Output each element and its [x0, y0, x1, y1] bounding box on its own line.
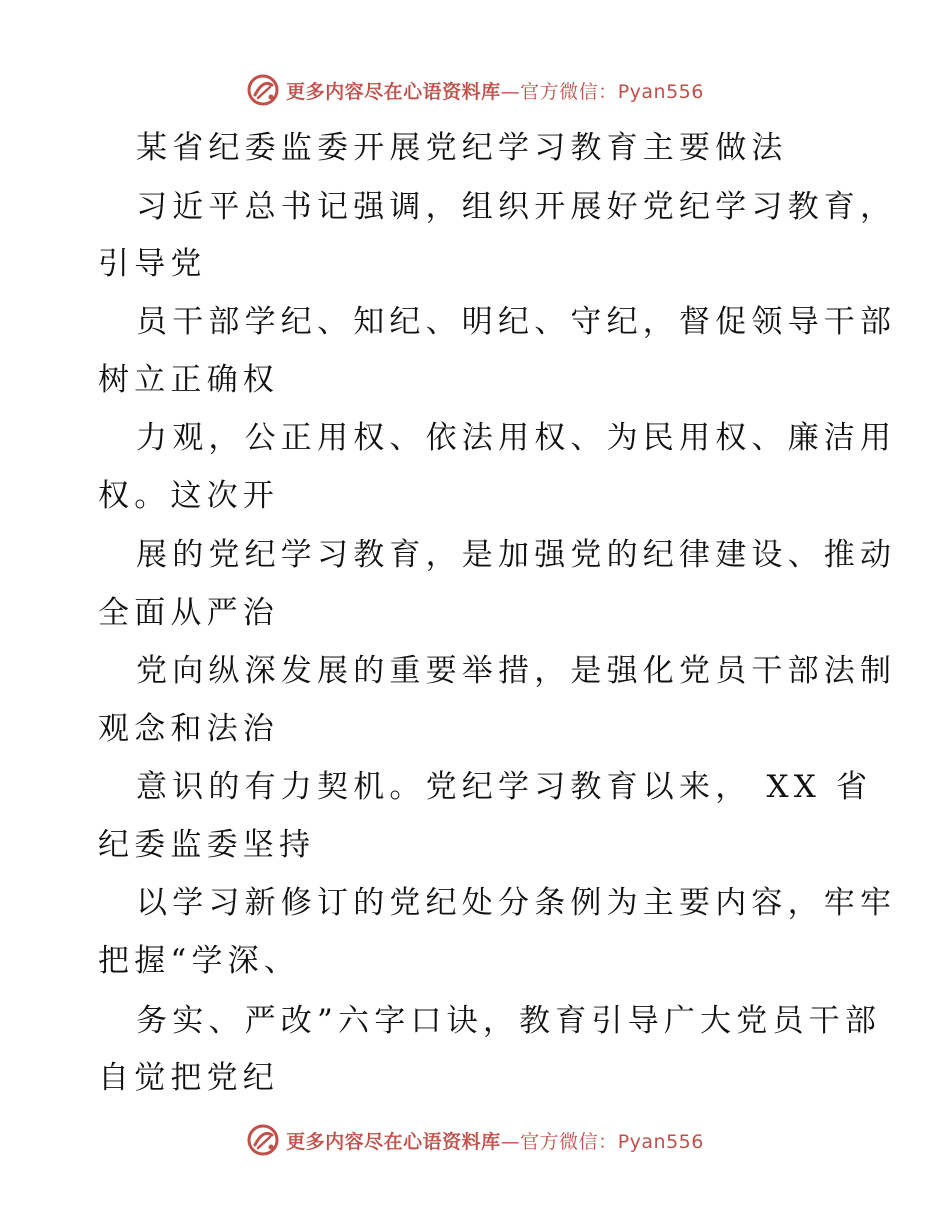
footer-banner-wechat: Pyan556	[617, 1130, 704, 1153]
paragraph-line: 自觉把党纪	[98, 1060, 279, 1096]
header-banner-separator: —官方微信：	[500, 80, 618, 103]
document-title: 某省纪委监委开展党纪学习教育主要做法	[136, 130, 788, 166]
paragraph-line: 观念和法治	[98, 711, 279, 747]
paragraph-line: 展的党纪学习教育，是加强党的纪律建设、推动	[136, 537, 897, 573]
paragraph-line: 全面从严治	[98, 595, 279, 631]
paragraph-line: 力观，公正用权、依法用权、为民用权、廉洁用	[136, 420, 897, 456]
paragraph-line: 以学习新修订的党纪处分条例为主要内容，牢牢	[136, 885, 897, 921]
paragraph-line: 党向纵深发展的重要举措，是强化党员干部法制	[136, 653, 897, 689]
paragraph-line: 务实、严改”六字口诀，教育引导广大党员干部	[136, 1003, 882, 1039]
header-banner	[0, 70, 950, 110]
header-banner-title: 更多内容尽在心语资料库	[286, 80, 501, 103]
brand-logo-icon	[246, 73, 280, 107]
paragraph-line: 习近平总书记强调，组织开展好党纪学习教育，	[136, 189, 897, 225]
footer-banner-title: 更多内容尽在心语资料库	[286, 1130, 501, 1153]
brand-logo-icon	[246, 1123, 280, 1157]
paragraph-line: 员干部学纪、知纪、明纪、守纪，督促领导干部	[136, 304, 897, 340]
header-banner-text	[286, 77, 704, 104]
paragraph-line: 引导党	[98, 246, 207, 282]
paragraph-line: 意识的有力契机。党纪学习教育以来， XX 省	[136, 769, 873, 805]
paragraph-line: 树立正确权	[98, 362, 279, 398]
footer-banner-text	[286, 1127, 704, 1154]
footer-banner-separator: —官方微信：	[500, 1130, 618, 1153]
paragraph-line: 纪委监委坚持	[98, 827, 316, 863]
header-banner-wechat: Pyan556	[617, 80, 704, 103]
footer-banner	[0, 1120, 950, 1160]
paragraph-line: 把握“学深、	[98, 943, 301, 979]
paragraph-line: 权。这次开	[98, 478, 279, 514]
